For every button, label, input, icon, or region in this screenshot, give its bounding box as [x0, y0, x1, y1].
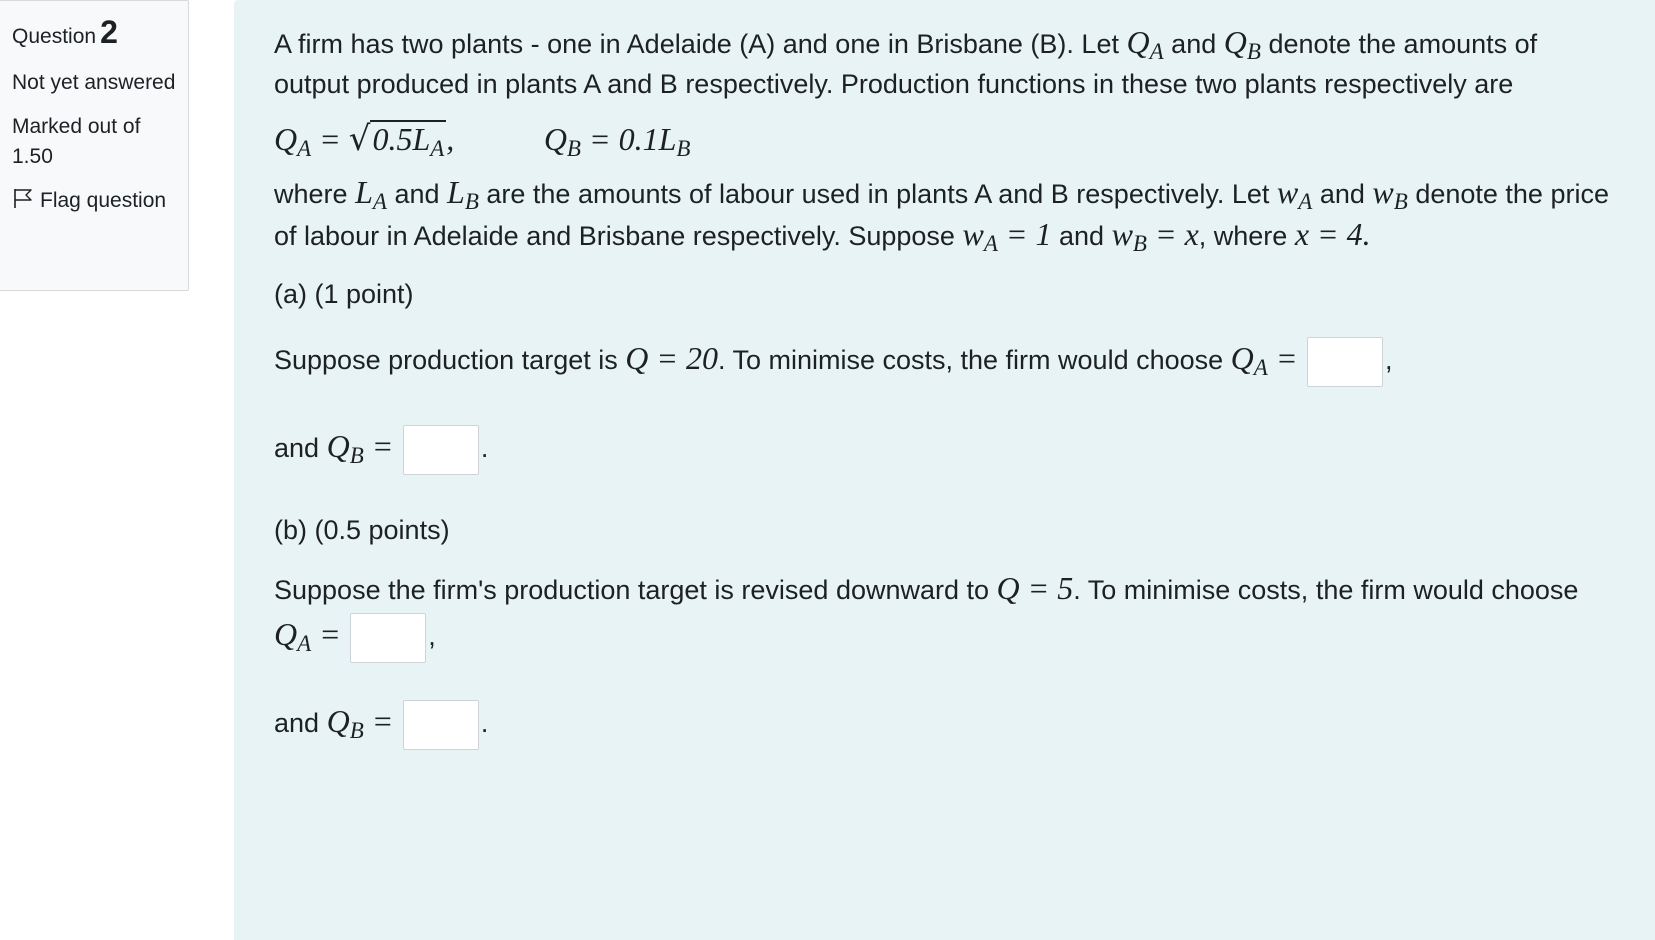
question-grade: Marked out of 1.50: [12, 115, 141, 168]
where-text: where: [274, 179, 348, 209]
production-functions: [274, 114, 1619, 164]
and-text: and: [1171, 29, 1217, 59]
part-b-text-2: . To minimise costs, the firm would choose: [1073, 575, 1579, 605]
and-text: and: [274, 707, 320, 738]
part-b-text: Suppose the firm's production target is revised downward to: [274, 575, 990, 605]
labour-text-3: , where: [1198, 221, 1288, 251]
part-b-line-2: and $Q_B$ = .: [274, 693, 1619, 751]
production-function-A: $Q_A = √0.5L_A$,: [274, 119, 455, 161]
math-QB: $Q_B$ =: [326, 702, 394, 743]
math-wA: $w_A$: [1276, 174, 1313, 214]
part-a-text-2: . To minimise costs, the firm would choose: [717, 345, 1224, 375]
and-text: and: [394, 179, 440, 209]
answer-b-QB-input[interactable]: [403, 700, 479, 750]
flag-icon: [12, 187, 34, 209]
math-Q-5: Q = 5: [996, 570, 1074, 606]
part-a-text: Suppose production target is: [274, 345, 618, 375]
math-QB: $Q_B$: [1223, 24, 1261, 64]
question-content: [234, 0, 1655, 940]
math-QB: $Q_B$ =: [326, 428, 394, 468]
part-b-label: (b) (0.5 points): [274, 515, 450, 545]
part-b-line-1: Suppose the firm's production target is revised downward to Q = 5. To minimise costs, the firm would choose $Q_A$ = ,: [274, 566, 1619, 663]
intro-paragraph: [274, 22, 1619, 104]
answer-b-QA-input[interactable]: [350, 613, 426, 663]
math-x-value: x = 4.: [1294, 216, 1371, 252]
question-info-panel: [0, 0, 189, 291]
flag-question-label: Flag question: [40, 189, 167, 212]
question-number: [12, 13, 176, 58]
math-wB-value: $w_B = x$: [1111, 216, 1199, 256]
math-wB: $w_B$: [1372, 174, 1408, 214]
question-label: Question: [12, 25, 97, 48]
intro-text-2: denote the amounts of output produced in plants A and B respectively. Production functions in these two plants respectively are: [274, 29, 1538, 99]
math-QA: $Q_A$ =: [1230, 340, 1298, 380]
labour-text-1: are the amounts of labour used in plants A and B respectively. Let: [486, 179, 1270, 209]
answer-a-QB-input[interactable]: [403, 425, 479, 475]
math-wA-value: $w_A = 1$: [962, 216, 1052, 256]
math-Q-20: Q = 20: [625, 340, 718, 376]
question-text: [274, 22, 1619, 751]
and-text: and: [1058, 221, 1105, 251]
part-a-line-2: and $Q_B$ = .: [274, 418, 1619, 476]
labour-paragraph: [274, 172, 1619, 256]
and-text: and: [1319, 179, 1365, 209]
answer-a-QA-input[interactable]: [1307, 337, 1383, 387]
math-LB: $L_B$: [447, 174, 479, 214]
production-function-B: $Q_B = 0.1L_B$: [543, 121, 691, 161]
math-QA: $Q_A$ =: [274, 616, 341, 656]
part-a-line-1: Suppose production target is Q = 20. To minimise costs, the firm would choose $Q_A$ = ,: [274, 330, 1619, 388]
math-QA: $Q_A$: [1126, 24, 1164, 64]
math-LA: $L_A$: [355, 174, 387, 214]
flag-question-link[interactable]: [12, 186, 176, 216]
part-a-label: (a) (1 point): [274, 279, 414, 309]
question-number-value: 2: [100, 14, 118, 50]
question-state: Not yet answered: [12, 71, 176, 94]
labour-text-2: denote the price of labour in Adelaide and Brisbane respectively. Suppose: [274, 179, 1609, 251]
intro-text-1: A firm has two plants - one in Adelaide (A) and one in Brisbane (B). Let: [274, 29, 1119, 59]
and-text: and: [274, 433, 320, 463]
